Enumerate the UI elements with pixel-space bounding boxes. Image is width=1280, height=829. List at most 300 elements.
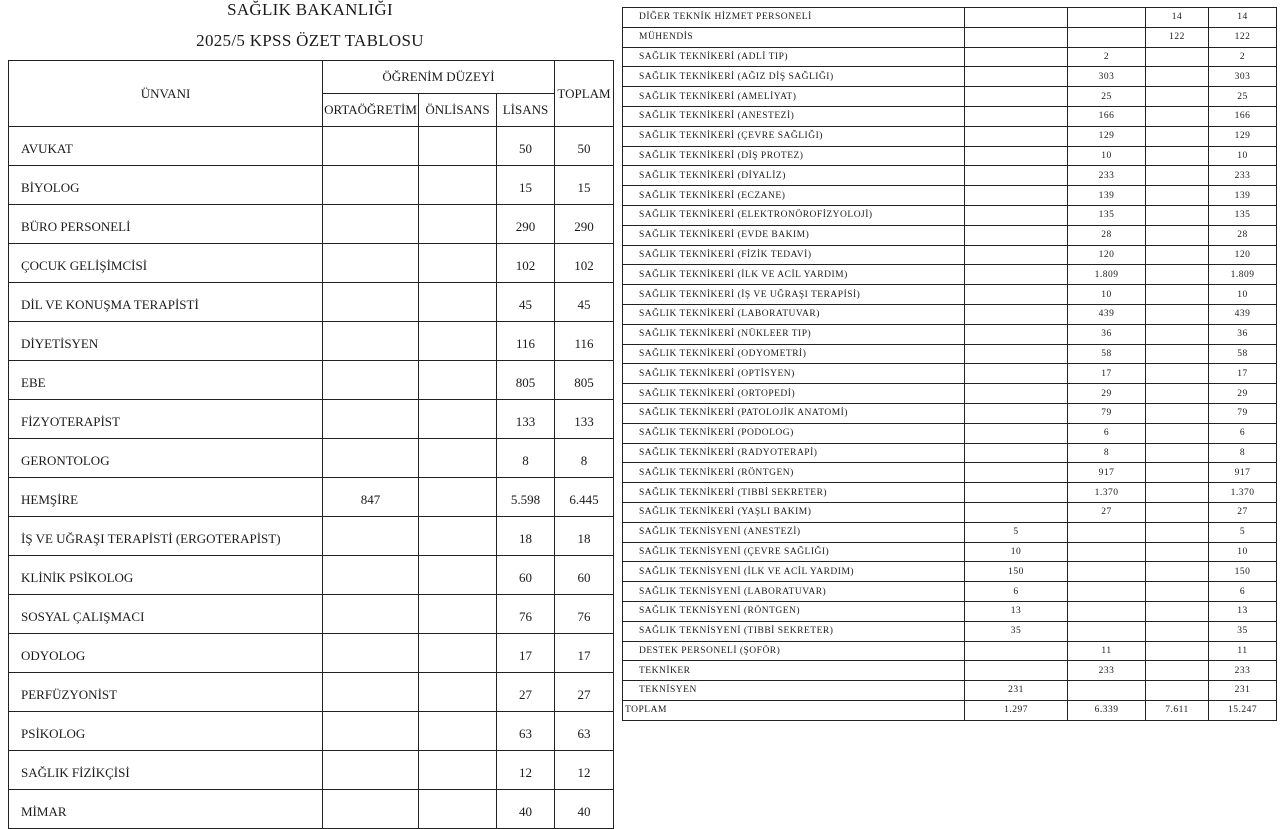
- cell-total: 231: [1209, 681, 1277, 701]
- cell-associate: 1.809: [1068, 265, 1146, 285]
- table-row: [9, 400, 614, 439]
- column-header-associate: ÖNLİSANS: [419, 94, 497, 127]
- cell-associate: [1068, 8, 1146, 28]
- cell-bachelor: 63: [497, 712, 555, 751]
- column-header-education-level: ÖĞRENİM DÜZEYİ: [323, 61, 555, 94]
- cell-bachelor: [1146, 562, 1209, 582]
- table-row: [623, 245, 1277, 265]
- cell-secondary: [965, 502, 1068, 522]
- cell-total: 76: [555, 595, 614, 634]
- cell-secondary: [323, 205, 419, 244]
- cell-associate: [419, 478, 497, 517]
- row-title: TOPLAM: [623, 700, 965, 720]
- cell-secondary: [965, 225, 1068, 245]
- cell-total: 166: [1209, 106, 1277, 126]
- cell-bachelor: [1146, 443, 1209, 463]
- cell-total: 28: [1209, 225, 1277, 245]
- cell-secondary: [965, 126, 1068, 146]
- row-title: DİYETİSYEN: [9, 322, 323, 361]
- cell-total: 139: [1209, 186, 1277, 206]
- cell-bachelor: [1146, 67, 1209, 87]
- cell-total: 60: [555, 556, 614, 595]
- cell-bachelor: [1146, 344, 1209, 364]
- cell-bachelor: 102: [497, 244, 555, 283]
- table-row: [623, 681, 1277, 701]
- table-row: [9, 790, 614, 829]
- row-title: SAĞLIK TEKNİKERİ (OPTİSYEN): [623, 364, 965, 384]
- table-row: [623, 700, 1277, 720]
- cell-bachelor: 12: [497, 751, 555, 790]
- table-row: [623, 67, 1277, 87]
- column-header-secondary: ORTAÖĞRETİM: [323, 94, 419, 127]
- cell-secondary: 35: [965, 621, 1068, 641]
- table-row: [623, 621, 1277, 641]
- row-title: SAĞLIK TEKNİKERİ (DİYALİZ): [623, 166, 965, 186]
- cell-secondary: [965, 661, 1068, 681]
- row-title: AVUKAT: [9, 127, 323, 166]
- row-title: SAĞLIK TEKNİKERİ (EVDE BAKIM): [623, 225, 965, 245]
- cell-secondary: [965, 47, 1068, 67]
- cell-associate: [419, 439, 497, 478]
- cell-total: 17: [1209, 364, 1277, 384]
- cell-total: 27: [555, 673, 614, 712]
- cell-total: 135: [1209, 205, 1277, 225]
- cell-total: 120: [1209, 245, 1277, 265]
- cell-bachelor: 15: [497, 166, 555, 205]
- cell-secondary: [965, 403, 1068, 423]
- table-row: [623, 106, 1277, 126]
- cell-associate: 917: [1068, 463, 1146, 483]
- cell-associate: [1068, 562, 1146, 582]
- row-title: SAĞLIK FİZİKÇİSİ: [9, 751, 323, 790]
- cell-bachelor: [1146, 423, 1209, 443]
- cell-associate: 6.339: [1068, 700, 1146, 720]
- row-title: PSİKOLOG: [9, 712, 323, 751]
- row-title: SAĞLIK TEKNİKERİ (ANESTEZİ): [623, 106, 965, 126]
- cell-secondary: [965, 87, 1068, 107]
- row-title: SAĞLIK TEKNİSYENİ (LABORATUVAR): [623, 582, 965, 602]
- cell-secondary: [965, 166, 1068, 186]
- cell-associate: [419, 517, 497, 556]
- cell-secondary: [965, 67, 1068, 87]
- cell-bachelor: [1146, 582, 1209, 602]
- row-title: SAĞLIK TEKNİKERİ (ADLİ TIP): [623, 47, 965, 67]
- cell-bachelor: [1146, 364, 1209, 384]
- cell-associate: [419, 361, 497, 400]
- table-row: [623, 166, 1277, 186]
- cell-bachelor: [1146, 106, 1209, 126]
- row-title: SAĞLIK TEKNİKERİ (AĞIZ DİŞ SAĞLIĞI): [623, 67, 965, 87]
- cell-associate: 8: [1068, 443, 1146, 463]
- cell-total: 12: [555, 751, 614, 790]
- table-row: [623, 582, 1277, 602]
- cell-associate: 11: [1068, 641, 1146, 661]
- cell-secondary: [323, 517, 419, 556]
- cell-bachelor: 17: [497, 634, 555, 673]
- cell-associate: 36: [1068, 324, 1146, 344]
- cell-secondary: 5: [965, 522, 1068, 542]
- cell-total: 116: [555, 322, 614, 361]
- cell-bachelor: [1146, 304, 1209, 324]
- row-title: HEMŞİRE: [9, 478, 323, 517]
- cell-bachelor: [1146, 186, 1209, 206]
- cell-associate: 2: [1068, 47, 1146, 67]
- table-row: [9, 712, 614, 751]
- row-title: SAĞLIK TEKNİKERİ (YAŞLI BAKIM): [623, 502, 965, 522]
- cell-associate: 10: [1068, 285, 1146, 305]
- cell-secondary: 150: [965, 562, 1068, 582]
- table-row: [623, 225, 1277, 245]
- cell-bachelor: [1146, 542, 1209, 562]
- row-title: SAĞLIK TEKNİKERİ (FİZİK TEDAVİ): [623, 245, 965, 265]
- row-title: SAĞLIK TEKNİKERİ (İLK VE ACİL YARDIM): [623, 265, 965, 285]
- cell-associate: 120: [1068, 245, 1146, 265]
- right-panel: [622, 0, 1278, 720]
- cell-total: 133: [555, 400, 614, 439]
- row-title: DESTEK PERSONELİ (ŞOFÖR): [623, 641, 965, 661]
- cell-associate: 79: [1068, 403, 1146, 423]
- cell-secondary: [965, 146, 1068, 166]
- cell-secondary: [965, 265, 1068, 285]
- cell-associate: [419, 283, 497, 322]
- row-title: SAĞLIK TEKNİSYENİ (İLK VE ACİL YARDIM): [623, 562, 965, 582]
- cell-bachelor: [1146, 522, 1209, 542]
- table-row: [623, 126, 1277, 146]
- cell-total: 13: [1209, 601, 1277, 621]
- table-row: [623, 403, 1277, 423]
- table-row: [9, 166, 614, 205]
- cell-associate: [1068, 582, 1146, 602]
- cell-total: 5: [1209, 522, 1277, 542]
- table-row: [9, 595, 614, 634]
- cell-associate: 27: [1068, 502, 1146, 522]
- table-row: [9, 517, 614, 556]
- cell-secondary: [323, 673, 419, 712]
- column-header-total: TOPLAM: [555, 61, 614, 127]
- row-title: SAĞLIK TEKNİKERİ (DİŞ PROTEZ): [623, 146, 965, 166]
- row-title: SAĞLIK TEKNİKERİ (AMELİYAT): [623, 87, 965, 107]
- cell-secondary: [323, 400, 419, 439]
- cell-total: 150: [1209, 562, 1277, 582]
- table-row: [623, 146, 1277, 166]
- cell-associate: 166: [1068, 106, 1146, 126]
- cell-secondary: [965, 27, 1068, 47]
- table-row: [623, 265, 1277, 285]
- cell-secondary: [323, 556, 419, 595]
- table-row: [623, 463, 1277, 483]
- table-row: [623, 8, 1277, 28]
- cell-associate: [419, 127, 497, 166]
- cell-associate: 135: [1068, 205, 1146, 225]
- left-table-body: [9, 127, 614, 829]
- row-title: SAĞLIK TEKNİKERİ (ECZANE): [623, 186, 965, 206]
- cell-bachelor: [1146, 502, 1209, 522]
- cell-bachelor: [1146, 403, 1209, 423]
- cell-total: 917: [1209, 463, 1277, 483]
- cell-secondary: [965, 285, 1068, 305]
- cell-associate: 233: [1068, 166, 1146, 186]
- cell-total: 122: [1209, 27, 1277, 47]
- cell-bachelor: 122: [1146, 27, 1209, 47]
- cell-total: 35: [1209, 621, 1277, 641]
- cell-secondary: 231: [965, 681, 1068, 701]
- cell-total: 233: [1209, 166, 1277, 186]
- cell-total: 11: [1209, 641, 1277, 661]
- cell-associate: 439: [1068, 304, 1146, 324]
- cell-associate: 6: [1068, 423, 1146, 443]
- cell-associate: [419, 595, 497, 634]
- row-title: EBE: [9, 361, 323, 400]
- row-title: MÜHENDİS: [623, 27, 965, 47]
- cell-associate: [419, 556, 497, 595]
- cell-associate: [419, 205, 497, 244]
- cell-associate: 139: [1068, 186, 1146, 206]
- cell-bachelor: [1146, 87, 1209, 107]
- cell-associate: 25: [1068, 87, 1146, 107]
- cell-total: 290: [555, 205, 614, 244]
- cell-secondary: [965, 186, 1068, 206]
- cell-bachelor: [1146, 166, 1209, 186]
- cell-secondary: 6: [965, 582, 1068, 602]
- table-row: [623, 542, 1277, 562]
- table-row: [9, 127, 614, 166]
- table-row: [623, 47, 1277, 67]
- table-row: [623, 87, 1277, 107]
- cell-associate: 303: [1068, 67, 1146, 87]
- cell-total: 18: [555, 517, 614, 556]
- cell-total: 102: [555, 244, 614, 283]
- cell-associate: 17: [1068, 364, 1146, 384]
- cell-bachelor: [1146, 205, 1209, 225]
- row-title: SAĞLIK TEKNİSYENİ (TIBBİ SEKRETER): [623, 621, 965, 641]
- cell-associate: [419, 634, 497, 673]
- cell-total: 6: [1209, 423, 1277, 443]
- cell-associate: [419, 166, 497, 205]
- cell-secondary: [323, 790, 419, 829]
- cell-total: 36: [1209, 324, 1277, 344]
- cell-bachelor: 133: [497, 400, 555, 439]
- cell-bachelor: [1146, 483, 1209, 503]
- cell-total: 6: [1209, 582, 1277, 602]
- table-row: [623, 601, 1277, 621]
- table-row: [623, 483, 1277, 503]
- table-row: [623, 285, 1277, 305]
- cell-total: 14: [1209, 8, 1277, 28]
- ministry-title: SAĞLIK BAKANLIĞI: [227, 0, 393, 19]
- table-row: [623, 186, 1277, 206]
- cell-secondary: [323, 712, 419, 751]
- cell-total: 1.809: [1209, 265, 1277, 285]
- row-title: SAĞLIK TEKNİKERİ (İŞ VE UĞRAŞI TERAPİSİ): [623, 285, 965, 305]
- row-title: SAĞLIK TEKNİKERİ (NÜKLEER TIP): [623, 324, 965, 344]
- row-title: TEKNİKER: [623, 661, 965, 681]
- table-row: [9, 244, 614, 283]
- cell-bachelor: [1146, 601, 1209, 621]
- table-row: [9, 556, 614, 595]
- cell-bachelor: [1146, 661, 1209, 681]
- cell-associate: 28: [1068, 225, 1146, 245]
- row-title: SAĞLIK TEKNİSYENİ (ÇEVRE SAĞLIĞI): [623, 542, 965, 562]
- table-row: [9, 322, 614, 361]
- table-row: [623, 423, 1277, 443]
- cell-associate: [419, 400, 497, 439]
- cell-associate: [419, 712, 497, 751]
- cell-total: 1.370: [1209, 483, 1277, 503]
- table-row: [623, 364, 1277, 384]
- cell-bachelor: [1146, 47, 1209, 67]
- cell-bachelor: [1146, 641, 1209, 661]
- table-row: [623, 502, 1277, 522]
- left-panel: [0, 0, 620, 819]
- cell-total: 58: [1209, 344, 1277, 364]
- cell-associate: [419, 244, 497, 283]
- cell-secondary: [323, 322, 419, 361]
- table-row: [9, 361, 614, 400]
- table-row: [623, 27, 1277, 47]
- cell-secondary: [965, 384, 1068, 404]
- cell-secondary: [323, 361, 419, 400]
- cell-associate: [1068, 522, 1146, 542]
- cell-bachelor: [1146, 463, 1209, 483]
- row-title: PERFÜZYONİST: [9, 673, 323, 712]
- cell-total: 805: [555, 361, 614, 400]
- cell-total: 8: [1209, 443, 1277, 463]
- table-row: [623, 641, 1277, 661]
- cell-secondary: [965, 106, 1068, 126]
- column-header-title: ÜNVANI: [9, 61, 323, 127]
- table-row: [623, 205, 1277, 225]
- cell-secondary: [965, 423, 1068, 443]
- cell-associate: 129: [1068, 126, 1146, 146]
- cell-total: 10: [1209, 285, 1277, 305]
- cell-total: 303: [1209, 67, 1277, 87]
- cell-secondary: [323, 439, 419, 478]
- row-title: SAĞLIK TEKNİKERİ (PATOLOJİK ANATOMİ): [623, 403, 965, 423]
- cell-associate: [1068, 621, 1146, 641]
- row-title: SAĞLIK TEKNİKERİ (PODOLOG): [623, 423, 965, 443]
- cell-associate: [1068, 601, 1146, 621]
- cell-total: 129: [1209, 126, 1277, 146]
- table-row: [9, 439, 614, 478]
- cell-total: 50: [555, 127, 614, 166]
- cell-bachelor: 290: [497, 205, 555, 244]
- row-title: SAĞLIK TEKNİSYENİ (RÖNTGEN): [623, 601, 965, 621]
- cell-bachelor: [1146, 245, 1209, 265]
- cell-total: 439: [1209, 304, 1277, 324]
- row-title: SAĞLIK TEKNİKERİ (RÖNTGEN): [623, 463, 965, 483]
- table-row: [623, 562, 1277, 582]
- cell-bachelor: 5.598: [497, 478, 555, 517]
- row-title: İŞ VE UĞRAŞI TERAPİSTİ (ERGOTERAPİST): [9, 517, 323, 556]
- row-title: KLİNİK PSİKOLOG: [9, 556, 323, 595]
- cell-bachelor: [1146, 681, 1209, 701]
- cell-associate: [1068, 27, 1146, 47]
- row-title: SAĞLIK TEKNİKERİ (LABORATUVAR): [623, 304, 965, 324]
- summary-table-right: [622, 7, 1277, 721]
- table-row: [9, 478, 614, 517]
- cell-total: 2: [1209, 47, 1277, 67]
- table-row: [623, 443, 1277, 463]
- cell-bachelor: 27: [497, 673, 555, 712]
- row-title: SAĞLIK TEKNİKERİ (ORTOPEDİ): [623, 384, 965, 404]
- row-title: MİMAR: [9, 790, 323, 829]
- table-row: [623, 304, 1277, 324]
- cell-total: 17: [555, 634, 614, 673]
- cell-associate: 29: [1068, 384, 1146, 404]
- summary-table-left: [8, 60, 614, 829]
- row-title: DİĞER TEKNİK HİZMET PERSONELİ: [623, 8, 965, 28]
- cell-secondary: [965, 205, 1068, 225]
- cell-secondary: [323, 244, 419, 283]
- cell-secondary: [965, 8, 1068, 28]
- cell-associate: [1068, 542, 1146, 562]
- row-title: FİZYOTERAPİST: [9, 400, 323, 439]
- cell-total: 25: [1209, 87, 1277, 107]
- row-title: SAĞLIK TEKNİSYENİ (ANESTEZİ): [623, 522, 965, 542]
- cell-secondary: 847: [323, 478, 419, 517]
- cell-secondary: [965, 364, 1068, 384]
- table-row: [623, 522, 1277, 542]
- cell-bachelor: 60: [497, 556, 555, 595]
- row-title: TEKNİSYEN: [623, 681, 965, 701]
- cell-secondary: [965, 304, 1068, 324]
- cell-bachelor: [1146, 324, 1209, 344]
- row-title: SAĞLIK TEKNİKERİ (TIBBİ SEKRETER): [623, 483, 965, 503]
- cell-secondary: 10: [965, 542, 1068, 562]
- cell-associate: 10: [1068, 146, 1146, 166]
- cell-associate: 58: [1068, 344, 1146, 364]
- cell-secondary: [323, 751, 419, 790]
- column-header-bachelor: LİSANS: [497, 94, 555, 127]
- row-title: BÜRO PERSONELİ: [9, 205, 323, 244]
- cell-associate: [419, 790, 497, 829]
- cell-secondary: [323, 283, 419, 322]
- row-title: BİYOLOG: [9, 166, 323, 205]
- cell-bachelor: [1146, 225, 1209, 245]
- cell-bachelor: 8: [497, 439, 555, 478]
- table-row: [623, 324, 1277, 344]
- cell-bachelor: 45: [497, 283, 555, 322]
- cell-secondary: [965, 641, 1068, 661]
- cell-total: 40: [555, 790, 614, 829]
- row-title: GERONTOLOG: [9, 439, 323, 478]
- row-title: SAĞLIK TEKNİKERİ (ODYOMETRİ): [623, 344, 965, 364]
- cell-total: 6.445: [555, 478, 614, 517]
- table-row: [9, 751, 614, 790]
- cell-total: 15.247: [1209, 700, 1277, 720]
- table-row: [9, 283, 614, 322]
- cell-total: 15: [555, 166, 614, 205]
- table-row: [9, 673, 614, 712]
- cell-associate: [419, 673, 497, 712]
- cell-secondary: [323, 634, 419, 673]
- cell-secondary: [965, 344, 1068, 364]
- cell-bachelor: 805: [497, 361, 555, 400]
- cell-total: 29: [1209, 384, 1277, 404]
- cell-total: 63: [555, 712, 614, 751]
- cell-secondary: [965, 443, 1068, 463]
- cell-associate: 233: [1068, 661, 1146, 681]
- cell-total: 45: [555, 283, 614, 322]
- cell-bachelor: 7.611: [1146, 700, 1209, 720]
- table-row: [623, 344, 1277, 364]
- table-subtitle: 2025/5 KPSS ÖZET TABLOSU: [196, 31, 424, 50]
- row-title: DİL VE KONUŞMA TERAPİSTİ: [9, 283, 323, 322]
- cell-secondary: [965, 324, 1068, 344]
- cell-bachelor: [1146, 384, 1209, 404]
- cell-bachelor: 76: [497, 595, 555, 634]
- right-table-body: [623, 8, 1277, 721]
